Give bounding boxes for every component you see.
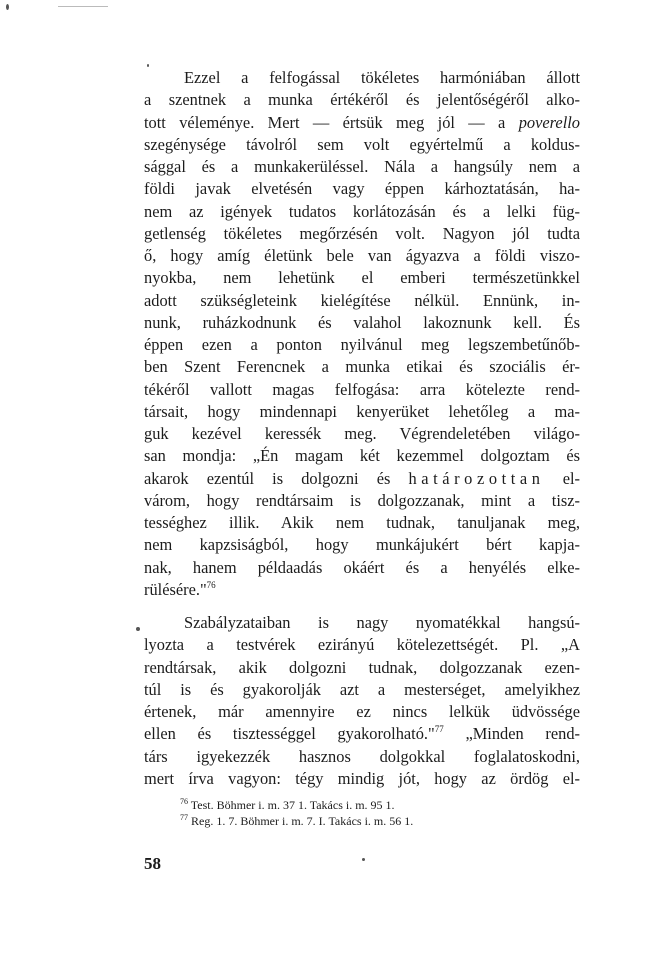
body-text [144, 67, 580, 790]
text-line: tékéről vallott magas felfogása: arra kötelezte rend- [144, 379, 580, 399]
text-line: társ igyekezzék hasznos dolgokkal foglalatoskodni, [144, 746, 580, 766]
text-line: san mondja: „Én magam két kezemmel dolgoztam és [144, 446, 580, 466]
text-line: nem kapzsiságból, hogy munkájukért bért kapja- [144, 535, 580, 555]
footnote-ref: 77 [434, 724, 444, 735]
text-line: guk kezével keressék meg. Végrendeletében világo- [144, 424, 580, 443]
scan-speck [6, 4, 9, 10]
text-line: akarok ezentúl is dolgozni és határozottan el- [144, 468, 580, 488]
text-line: ő, hogy amíg életünk bele van ágyazva a földi viszo- [144, 246, 580, 265]
text-line: adott szükségleteink kielégítése nélkül. Ennünk, in- [144, 290, 580, 310]
italic-term: poverello [518, 112, 580, 132]
text-line: ellen és tisztességgel gyakorolható."$^{77}$ „Minden rend- [144, 724, 580, 744]
text-line: ben Szent Ferencnek a munka etikai és szociális ér- [144, 357, 580, 377]
text-line: túl is és gyakorolják azt a mesterséget, amelyikhez [144, 679, 580, 699]
text-line: szegénysége távolról sem volt egyértelmű a koldus- [144, 134, 580, 154]
text-line: rendtársak, akik dolgozni tudnak, dolgozzanak ezen- [144, 657, 580, 677]
text-line: tott véleménye. Mert — értsük meg jól — a poverello [144, 112, 580, 132]
text-line: tességhez illik. Akik nem tudnak, tanuljanak meg, [144, 513, 580, 532]
text-line: mert írva vagyon: tégy mindig jót, hogy az ördög el- [144, 768, 580, 788]
scan-artifact [58, 6, 108, 7]
text-line: Ezzel a felfogással tökéletes harmóniában állott [184, 68, 580, 87]
text-line: sággal és a munkakerüléssel. Nála a hangsúly nem a [144, 157, 580, 176]
footnote: $^{77}$ Reg. 1. 7. Böhmer i. m. 7. I. Takács i. m. 56 1. [180, 813, 414, 828]
text-line: getlenség tökéletes megőrzésén volt. Nagyon jól tudta [144, 223, 580, 243]
text-line: éppen ezen a ponton nyilvánul meg legszembetűnőb- [144, 335, 580, 354]
text-line: társait, hogy mindennapi kenyerüket lehetőleg a ma- [144, 401, 580, 421]
text-line: nak, hanem példaadás okáért és a henyélés elke- [144, 557, 580, 577]
text-line: nyokba, nem lehetünk el emberi természetünkkel [144, 268, 580, 288]
text-line: nunk, ruházkodnunk és valahol lakoznunk kell. És [144, 312, 580, 332]
footnote-ref: 76 [206, 579, 216, 590]
footnote: $^{76}$ Test. Böhmer i. m. 37 1. Takács i. m. 95 1. [180, 797, 395, 812]
text-line: várom, hogy rendtársaim is dolgozzanak, mint a tisz- [144, 490, 580, 510]
text-line: értenek, már amennyire ez nincs lelkük üdvössége [144, 702, 580, 721]
text-line: nem az igények tudatos korlátozásán és a lelki füg- [144, 201, 580, 221]
text-line: lyozta a testvérek ezirányú kötelezettségét. Pl. „A [144, 635, 580, 655]
footnotes [180, 797, 580, 829]
text-line: Szabályzataiban is nagy nyomatékkal hangsú- [184, 613, 580, 632]
footnote-number: 77 [180, 813, 188, 822]
text-line: földi javak elvetésén vagy éppen kárhoztatásán, ha- [144, 179, 580, 199]
emphasized-word: határozottan [408, 468, 545, 488]
text-line: a szentnek a munka értékéről és jelentőségéről alko- [144, 90, 580, 110]
text-line: rülésére."$^{76}$ [144, 579, 216, 599]
footnote-number: 76 [180, 797, 188, 806]
page-number: 58 [144, 854, 161, 873]
scan-speck [362, 858, 365, 861]
scan-speck [136, 627, 140, 631]
